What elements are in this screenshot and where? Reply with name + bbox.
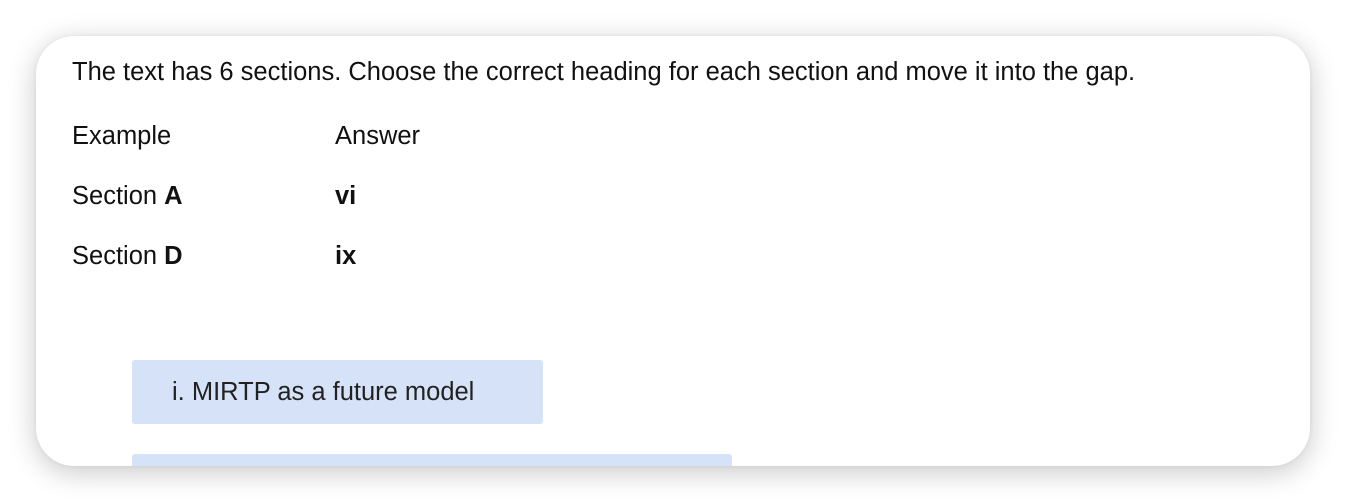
section-label	[72, 179, 183, 213]
answer-column-header: Answer	[335, 122, 421, 150]
example-answer: vi	[335, 182, 357, 210]
section-word: Section	[72, 182, 158, 210]
instruction-text: The text has 6 sections. Choose the correct heading for each section and move it into the gap.	[72, 58, 1136, 86]
draggable-heading-option[interactable]	[132, 454, 732, 466]
section-word: Section	[72, 242, 158, 270]
section-letter: D	[164, 242, 183, 270]
example-column-header: Example	[72, 122, 172, 150]
exercise-card	[36, 36, 1310, 466]
section-label	[72, 239, 183, 273]
section-letter: A	[164, 182, 183, 210]
draggable-heading-option[interactable]: i. MIRTP as a future model	[132, 360, 543, 424]
example-answer: ix	[335, 242, 357, 270]
